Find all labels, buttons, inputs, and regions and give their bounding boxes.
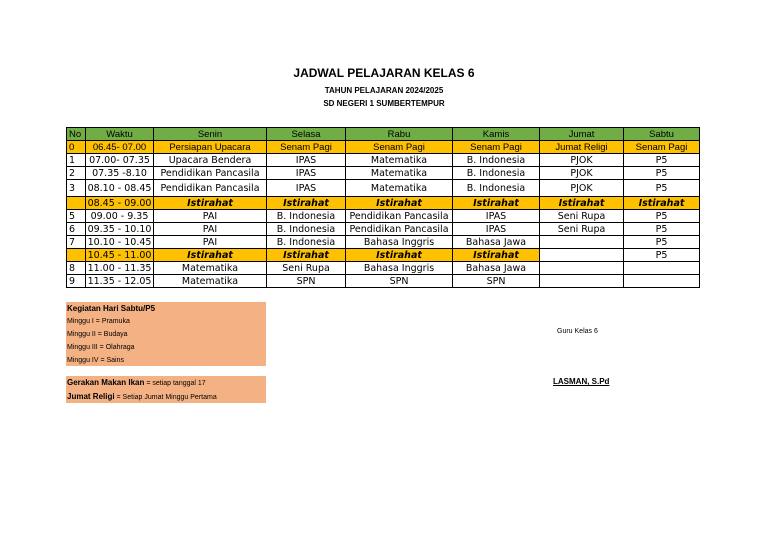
cell-selasa: IPAS <box>267 180 346 197</box>
cell-kamis: B. Indonesia <box>453 180 540 197</box>
cell-sabtu: P5 <box>624 236 700 249</box>
cell-time: 09.35 - 10.10 <box>86 223 154 236</box>
cell-time: 10.45 - 11.00 <box>86 249 154 262</box>
table-row <box>67 210 700 223</box>
cell-kamis: Bahasa Jawa <box>453 262 540 275</box>
jumat-religi-text: = Setiap Jumat Minggu Pertama <box>114 394 217 401</box>
cell-kamis: IPAS <box>453 210 540 223</box>
col-header-jumat: Jumat <box>540 128 624 141</box>
cell-jumat: PJOK <box>540 167 624 180</box>
cell-no: 1 <box>67 154 86 167</box>
makan-ikan-label: Gerakan Makan Ikan <box>67 378 145 387</box>
cell-selasa: IPAS <box>267 167 346 180</box>
cell-senin: PAI <box>154 236 267 249</box>
cell-senin: Istirahat <box>154 249 267 262</box>
col-header-sabtu: Sabtu <box>624 128 700 141</box>
col-header-rabu: Rabu <box>346 128 453 141</box>
jumat-religi-line <box>66 390 266 404</box>
cell-rabu: Matematika <box>346 154 453 167</box>
cell-kamis: Senam Pagi <box>453 141 540 154</box>
cell-kamis: Istirahat <box>453 197 540 210</box>
saturday-activities-title: Kegiatan Hari Sabtu/P5 <box>67 304 156 313</box>
cell-kamis: Istirahat <box>453 249 540 262</box>
week-2-activity: Minggu II = Budaya <box>67 331 128 338</box>
cell-rabu: Istirahat <box>346 197 453 210</box>
cell-senin: Upacara Bendera <box>154 154 267 167</box>
table-row <box>67 154 700 167</box>
cell-jumat: PJOK <box>540 154 624 167</box>
cell-sabtu: Istirahat <box>624 197 700 210</box>
saturday-activities-note <box>66 302 266 366</box>
cell-rabu: Matematika <box>346 180 453 197</box>
table-row <box>67 180 700 197</box>
cell-no <box>67 249 86 262</box>
cell-selasa: B. Indonesia <box>267 223 346 236</box>
cell-senin: PAI <box>154 223 267 236</box>
cell-senin: Pendidikan Pancasila <box>154 167 267 180</box>
table-row <box>67 223 700 236</box>
cell-sabtu: P5 <box>624 154 700 167</box>
page-title: JADWAL PELAJARAN KELAS 6 <box>293 66 475 80</box>
cell-sabtu: P5 <box>624 167 700 180</box>
cell-sabtu: P5 <box>624 180 700 197</box>
cell-jumat: Seni Rupa <box>540 210 624 223</box>
cell-senin: Matematika <box>154 262 267 275</box>
cell-jumat: PJOK <box>540 180 624 197</box>
cell-senin: Istirahat <box>154 197 267 210</box>
teacher-name: LASMAN, S.Pd <box>553 377 610 386</box>
cell-jumat <box>540 262 624 275</box>
cell-rabu: Matematika <box>346 167 453 180</box>
cell-time: 08.45 - 09.00 <box>86 197 154 210</box>
cell-sabtu: P5 <box>624 249 700 262</box>
cell-kamis: SPN <box>453 275 540 288</box>
cell-selasa: Senam Pagi <box>267 141 346 154</box>
cell-no: 3 <box>67 180 86 197</box>
col-header-no: No <box>67 128 86 141</box>
cell-time: 09.00 - 9.35 <box>86 210 154 223</box>
table-row <box>67 236 700 249</box>
makan-ikan-text: = setiap tanggal 17 <box>144 380 206 387</box>
cell-jumat <box>540 236 624 249</box>
table-header-row <box>67 128 700 141</box>
cell-time: 06.45- 07.00 <box>86 141 154 154</box>
break-row <box>67 197 700 210</box>
col-header-kamis: Kamis <box>453 128 540 141</box>
table-row <box>67 262 700 275</box>
table-row <box>67 167 700 180</box>
cell-time: 07.35 -8.10 <box>86 167 154 180</box>
cell-no: 5 <box>67 210 86 223</box>
cell-no: 2 <box>67 167 86 180</box>
cell-selasa: B. Indonesia <box>267 236 346 249</box>
cell-rabu: Bahasa Inggris <box>346 236 453 249</box>
cell-no: 9 <box>67 275 86 288</box>
cell-time: 11.00 - 11.35 <box>86 262 154 275</box>
cell-jumat <box>540 275 624 288</box>
cell-no: 6 <box>67 223 86 236</box>
cell-selasa: B. Indonesia <box>267 210 346 223</box>
break-row <box>67 249 700 262</box>
cell-selasa: Seni Rupa <box>267 262 346 275</box>
schedule-table <box>66 127 700 288</box>
col-header-waktu: Waktu <box>86 128 154 141</box>
jumat-religi-label: Jumat Religi <box>67 392 115 401</box>
program-note <box>66 376 266 403</box>
cell-rabu: Senam Pagi <box>346 141 453 154</box>
week-3-activity: Minggu III = Olahraga <box>67 344 135 351</box>
cell-senin: PAI <box>154 210 267 223</box>
cell-no <box>67 197 86 210</box>
cell-senin: Persiapan Upacara <box>154 141 267 154</box>
col-header-selasa: Selasa <box>267 128 346 141</box>
cell-senin: Matematika <box>154 275 267 288</box>
cell-no: 0 <box>67 141 86 154</box>
cell-time: 08.10 - 08.45 <box>86 180 154 197</box>
cell-rabu: Pendidikan Pancasila <box>346 210 453 223</box>
col-header-senin: Senin <box>154 128 267 141</box>
cell-selasa: IPAS <box>267 154 346 167</box>
cell-kamis: B. Indonesia <box>453 167 540 180</box>
week-4-activity: Minggu IV = Sains <box>67 357 125 364</box>
cell-jumat: Istirahat <box>540 197 624 210</box>
cell-kamis: IPAS <box>453 223 540 236</box>
cell-sabtu: P5 <box>624 223 700 236</box>
table-row <box>67 275 700 288</box>
cell-no: 7 <box>67 236 86 249</box>
week-1-activity: Minggu I = Pramuka <box>67 318 130 325</box>
cell-selasa: Istirahat <box>267 197 346 210</box>
cell-kamis: B. Indonesia <box>453 154 540 167</box>
cell-time: 07.00- 07.35 <box>86 154 154 167</box>
cell-rabu: Istirahat <box>346 249 453 262</box>
school-name: SD NEGERI 1 SUMBERTEMPUR <box>323 99 445 108</box>
cell-kamis: Bahasa Jawa <box>453 236 540 249</box>
table-row <box>67 141 700 154</box>
cell-selasa: SPN <box>267 275 346 288</box>
cell-jumat <box>540 249 624 262</box>
cell-sabtu: Senam Pagi <box>624 141 700 154</box>
cell-sabtu <box>624 262 700 275</box>
teacher-role: Guru Kelas 6 <box>557 328 598 335</box>
academic-year: TAHUN PELAJARAN 2024/2025 <box>324 86 444 95</box>
cell-rabu: SPN <box>346 275 453 288</box>
cell-rabu: Bahasa Inggris <box>346 262 453 275</box>
cell-time: 11.35 - 12.05 <box>86 275 154 288</box>
cell-jumat: Jumat Religi <box>540 141 624 154</box>
cell-no: 8 <box>67 262 86 275</box>
cell-senin: Pendidikan Pancasila <box>154 180 267 197</box>
makan-ikan-line <box>66 376 266 390</box>
cell-rabu: Pendidikan Pancasila <box>346 223 453 236</box>
cell-sabtu <box>624 275 700 288</box>
cell-selasa: Istirahat <box>267 249 346 262</box>
cell-sabtu: P5 <box>624 210 700 223</box>
cell-jumat: Seni Rupa <box>540 223 624 236</box>
cell-time: 10.10 - 10.45 <box>86 236 154 249</box>
